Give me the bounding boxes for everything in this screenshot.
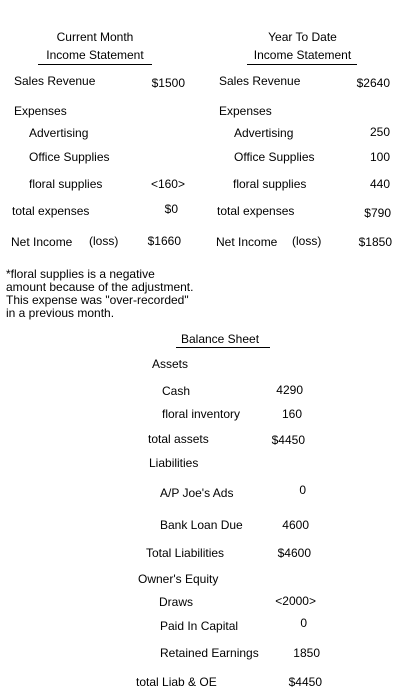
ytd-net-income-loss: (loss) [292,234,322,248]
bs-floral-inventory-label: floral inventory [162,407,241,421]
balance-sheet-title: Balance Sheet [180,332,260,346]
note-line: in a previous month. [6,306,115,320]
cm-advertising-label: Advertising [29,126,89,140]
bs-draws-value: <2000> [275,594,316,608]
ytd-sales-revenue-value: $2640 [356,76,390,90]
bs-liabilities-label: Liabilities [149,456,199,470]
cm-sales-revenue-label: Sales Revenue [14,74,96,88]
ytd-advertising-value: 250 [369,125,390,139]
balance-sheet-title-underline [176,347,270,348]
bs-retained-earnings-value: 1850 [293,646,320,660]
cm-net-income-label: Net Income [11,235,73,249]
cm-total-expenses-label: total expenses [12,204,90,218]
bs-assets-label: Assets [152,357,189,371]
ytd-total-expenses-value: $790 [364,206,391,220]
bs-ap-value: 0 [299,483,306,497]
bs-ap-label: A/P Joe's Ads [160,486,234,500]
bs-retained-earnings-label: Retained Earnings [160,646,259,660]
ytd-floral-supplies-label: floral supplies [233,177,307,191]
bs-total-liab-oe-label: total Liab & OE [136,675,217,689]
ytd-sales-revenue-label: Sales Revenue [219,74,301,88]
cm-total-expenses-value: $0 [164,202,178,216]
bs-total-liabilities-value: $4600 [277,546,311,560]
ytd-net-income-label: Net Income [216,235,278,249]
ytd-office-supplies-label: Office Supplies [234,150,315,164]
bs-floral-inventory-value: 160 [281,407,302,421]
current-month-title-line1: Current Month [56,30,134,44]
bs-cash-label: Cash [162,384,191,398]
ytd-title-line1: Year To Date [268,30,337,44]
bs-draws-label: Draws [159,595,194,609]
floral-supplies-note [6,268,266,320]
cm-net-income-loss: (loss) [89,234,119,248]
note-line: This expense was "over-recorded" [6,293,189,307]
bs-owners-equity-label: Owner's Equity [138,572,219,586]
current-month-title-underline [38,64,152,65]
ytd-floral-supplies-value: 440 [369,177,390,191]
ytd-advertising-label: Advertising [234,126,294,140]
cm-expenses-label: Expenses [14,104,67,118]
cm-sales-revenue-value: $1500 [151,76,185,90]
bs-bank-loan-value: 4600 [282,518,309,532]
cm-office-supplies-label: Office Supplies [29,150,110,164]
cm-net-income-value: $1660 [147,234,181,248]
note-line: amount because of the adjustment. [6,280,194,294]
bs-paid-in-capital-label: Paid In Capital [160,619,239,633]
bs-total-assets-label: total assets [148,432,209,446]
ytd-expenses-label: Expenses [219,104,272,118]
bs-total-liabilities-label: Total Liabilities [146,546,225,560]
ytd-net-income-value: $1850 [358,235,392,249]
bs-total-assets-value: $4450 [271,433,305,447]
bs-total-liab-oe-value: $4450 [288,675,322,689]
ytd-title-line2: Income Statement [253,48,352,62]
note-line: *floral supplies is a negative [6,267,155,281]
cm-floral-supplies-value: <160> [150,177,185,191]
ytd-total-expenses-label: total expenses [217,204,295,218]
bs-bank-loan-label: Bank Loan Due [160,518,243,532]
bs-cash-value: 4290 [276,383,303,397]
ytd-office-supplies-value: 100 [369,150,390,164]
ytd-title-underline [247,64,357,65]
cm-floral-supplies-label: floral supplies [29,177,103,191]
current-month-title-line2: Income Statement [46,48,144,62]
bs-paid-in-capital-value: 0 [300,616,307,630]
